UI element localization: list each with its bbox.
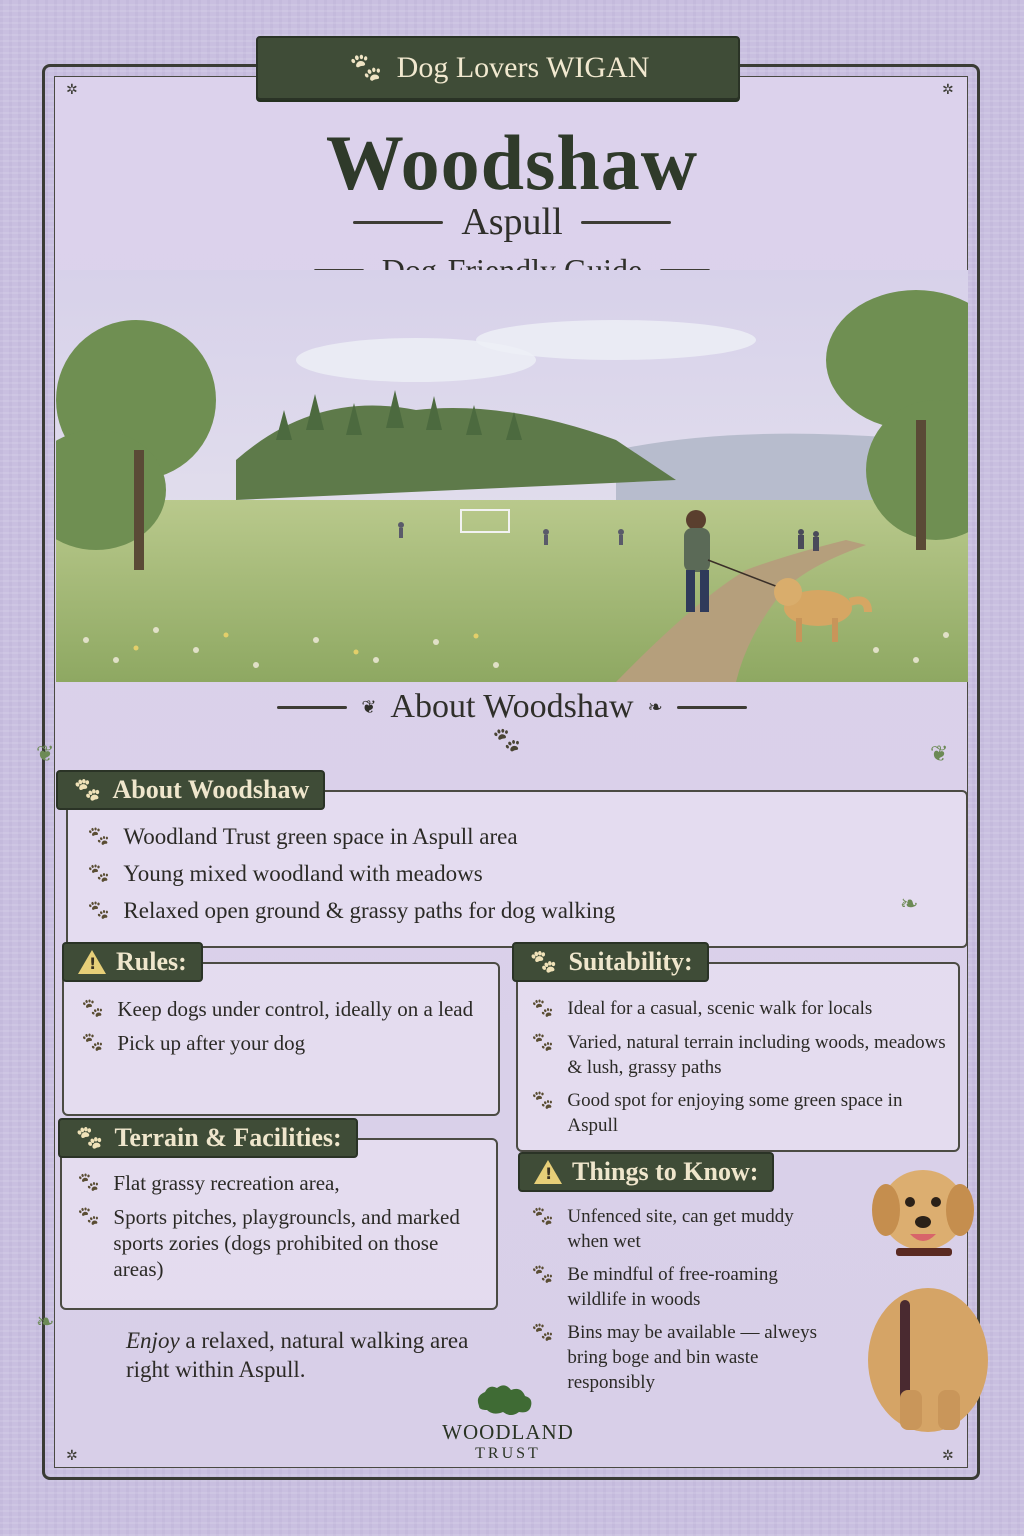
- about-tag: [56, 770, 325, 810]
- suitability-tag-label: Suitability:: [568, 947, 693, 976]
- divider-rule: [353, 221, 443, 224]
- list-item: 🐾︎ Sports pitches, playgrouncls, and marked sports zories (dogs prohibited on those areas): [76, 1205, 460, 1281]
- paw-icon: 🐾︎: [528, 949, 559, 976]
- about-list: [86, 824, 946, 935]
- woodland-trust-logo-icon: [473, 1380, 543, 1416]
- paw-icon: 🐾︎: [80, 1032, 106, 1054]
- list-item: 🐾︎ Be mindful of free-roaming wildlife in woods: [530, 1264, 778, 1310]
- list-item: 🐾︎ Keep dogs under control, ideally on a lead: [80, 997, 474, 1021]
- paw-icon: 🐾︎: [86, 826, 112, 848]
- rules-tag: [62, 942, 203, 982]
- things-tag: [518, 1152, 774, 1192]
- paw-icon: 🐾︎: [490, 726, 524, 756]
- paw-icon: 🐾︎: [346, 50, 385, 86]
- paw-icon: 🐾︎: [86, 900, 112, 922]
- list-item: 🐾︎ Bins may be available — alweys bring boge and bin waste responsibly: [530, 1322, 817, 1393]
- warning-icon: [78, 950, 106, 974]
- paw-icon: 🐾︎: [530, 1206, 556, 1228]
- divider-rule: [677, 706, 747, 709]
- rules-tag-label: Rules:: [116, 947, 187, 976]
- terrain-tag-label: Terrain & Facilities:: [114, 1123, 342, 1152]
- woodland-trust-logo: [418, 1380, 598, 1463]
- suitability-tag: [512, 942, 709, 982]
- corner-ornament-icon: ✲: [66, 82, 78, 98]
- things-list: [530, 1204, 830, 1403]
- location-subtitle: [0, 200, 1024, 244]
- terrain-list: [76, 1170, 486, 1290]
- paw-icon: 🐾︎: [74, 1125, 105, 1152]
- leaf-sprig-icon: ❧: [900, 892, 919, 917]
- paw-icon: 🐾︎: [80, 998, 106, 1020]
- leaf-sprig-icon: ❦: [36, 742, 55, 767]
- list-item: 🐾︎ Pick up after your dog: [80, 1031, 306, 1055]
- paw-icon: 🐾︎: [72, 777, 103, 804]
- logo-line1: WOODLAND: [442, 1420, 574, 1444]
- corner-ornament-icon: ✲: [942, 1448, 954, 1464]
- divider-rule: [581, 221, 671, 224]
- about-heading-label: About Woodshaw: [390, 688, 634, 725]
- corner-ornament-icon: ✲: [942, 82, 954, 98]
- top-banner: [256, 36, 740, 100]
- list-item: 🐾︎ Woodland Trust green space in Aspull area: [86, 824, 518, 849]
- leaf-sprig-icon: ❧: [647, 696, 663, 717]
- sitting-dog-illustration: [848, 1150, 998, 1440]
- list-item: 🐾︎ Young mixed woodland with meadows: [86, 861, 483, 886]
- paw-icon: 🐾︎: [86, 863, 112, 885]
- paw-icon: 🐾︎: [76, 1206, 102, 1228]
- list-item: 🐾︎ Flat grassy recreation area,: [76, 1171, 340, 1195]
- paw-icon: 🐾︎: [530, 1032, 556, 1054]
- list-item: 🐾︎ Ideal for a casual, scenic walk for locals: [530, 998, 873, 1020]
- leaf-sprig-icon: ❧: [36, 1310, 55, 1335]
- terrain-tag: [58, 1118, 358, 1158]
- paw-icon: 🐾︎: [530, 998, 556, 1020]
- about-section-heading: [0, 688, 1024, 726]
- leaf-sprig-icon: ❦: [930, 742, 949, 767]
- paw-icon: 🐾︎: [530, 1264, 556, 1286]
- list-item: 🐾︎ Varied, natural terrain including woods, meadows & lush, grassy paths: [530, 1032, 946, 1078]
- things-tag-label: Things to Know:: [572, 1157, 759, 1186]
- about-tag-label: About Woodshaw: [112, 775, 310, 804]
- paw-icon: 🐾︎: [76, 1172, 102, 1194]
- list-item: 🐾︎ Relaxed open ground & grassy paths for dog walking: [86, 898, 616, 923]
- list-item: 🐾︎ Unfenced site, can get muddy when wet: [530, 1206, 794, 1252]
- warning-icon: [534, 1160, 562, 1184]
- corner-ornament-icon: ✲: [66, 1448, 78, 1464]
- leaf-sprig-icon: ❦: [361, 696, 377, 717]
- paw-icon: 🐾︎: [530, 1090, 556, 1112]
- rules-list: [80, 996, 480, 1064]
- closing-tagline: Enjoy a relaxed, natural walking area right within Aspull.: [126, 1328, 469, 1382]
- page-title: Woodshaw: [325, 119, 699, 206]
- divider-rule: [277, 706, 347, 709]
- location-label: Aspull: [461, 201, 563, 243]
- logo-line2: TRUST: [475, 1445, 541, 1462]
- paw-icon: 🐾︎: [530, 1322, 556, 1344]
- list-item: 🐾︎ Good spot for enjoying some green space in Aspull: [530, 1090, 903, 1136]
- park-scene-illustration: [56, 270, 968, 682]
- suitability-list: [530, 996, 950, 1146]
- banner-label: Dog Lovers WIGAN: [396, 51, 650, 84]
